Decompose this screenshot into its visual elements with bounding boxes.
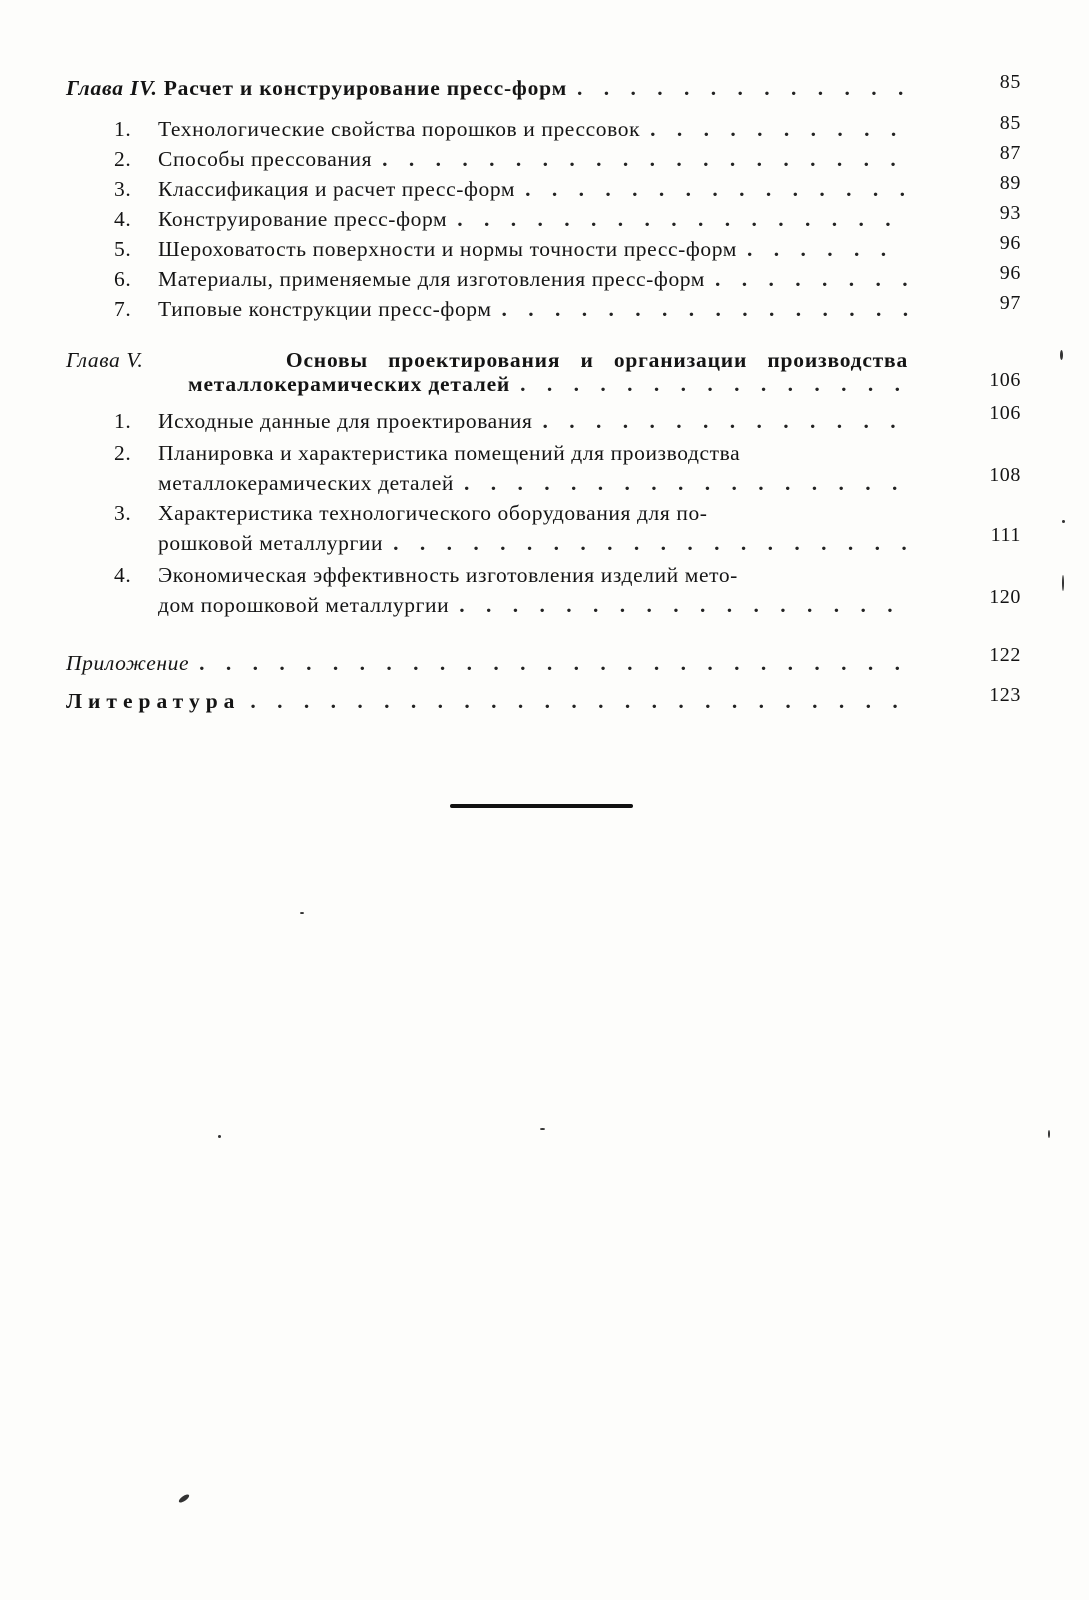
item-number: 1. [114,409,132,433]
end-rule [450,804,633,808]
item-title-line-1: Экономическая эффективность изготовления изделий мето- [158,563,738,587]
literature-title: Литература [66,689,241,713]
chapter-5-item [66,438,1021,498]
item-title-line-2: дом порошковой металлургии [158,593,450,617]
chapter-5-title-line-2: металлокерамических деталей [188,372,511,396]
item-title-line-1: Планировка и характеристика помещений для производства [158,441,741,465]
scan-speck [1048,1130,1050,1138]
leader-dots [525,174,908,204]
item-page: 87 [999,142,1021,164]
chapter-4-item [66,174,1021,204]
leader-dots [650,114,908,144]
item-page: 89 [999,172,1021,194]
item-page: 108 [989,464,1021,486]
literature-entry [66,686,1021,716]
leader-dots [520,369,908,399]
item-number: 6. [114,267,132,291]
literature-page: 123 [989,684,1021,706]
appendix-page: 122 [989,644,1021,666]
item-title-line-2: рошковой металлургии [158,531,384,555]
leader-dots [382,144,908,174]
item-number: 7. [114,297,132,321]
chapter-4-heading [66,73,1021,103]
chapter-4-item [66,234,1021,264]
item-title: Исходные данные для проектирования [158,409,533,433]
leader-dots [457,204,908,234]
item-title-line-1: Характеристика технологического оборудования для по- [158,501,708,525]
chapter-4-title: Расчет и конструирование пресс-форм [163,76,568,100]
leader-dots [543,406,908,436]
item-number: 3. [114,177,132,201]
leader-dots [250,686,908,716]
item-title: Шероховатость поверхности и нормы точности пресс-форм [158,237,737,261]
item-number: 5. [114,237,132,261]
scan-speck [1062,575,1064,591]
chapter-5-page: 106 [989,369,1021,391]
chapter-4-label: Глава IV. [66,76,158,100]
item-number: 4. [114,207,132,231]
chapter-5-item [66,498,1021,558]
leader-dots [715,264,908,294]
scan-speck [300,912,304,914]
chapter-5-item [66,560,1021,620]
item-page: 96 [999,232,1021,254]
leader-dots [393,528,908,558]
leader-dots [199,648,908,678]
item-page: 96 [999,262,1021,284]
item-page: 111 [990,524,1021,546]
chapter-5-title-line-1: Основы проектирования и организации производства [285,348,908,372]
item-number: 1. [114,117,132,141]
chapter-4-item [66,204,1021,234]
item-page: 85 [999,112,1021,134]
chapter-5-heading [66,345,1021,399]
scan-speck [1062,520,1065,523]
leader-dots [502,294,908,324]
chapter-4-item [66,264,1021,294]
item-title: Способы прессования [158,147,373,171]
item-page: 106 [989,402,1021,424]
leader-dots [747,234,908,264]
chapter-4-page: 85 [999,71,1021,93]
item-number: 3. [114,501,132,525]
chapter-5-item [66,402,1021,436]
chapter-4-item [66,144,1021,174]
item-page: 93 [999,202,1021,224]
scan-speck [218,1135,221,1138]
item-page: 120 [989,586,1021,608]
item-number: 4. [114,563,132,587]
item-title: Конструирование пресс-форм [158,207,448,231]
chapter-5-label: Глава V. [66,348,144,372]
item-number: 2. [114,441,132,465]
item-title: Классификация и расчет пресс-форм [158,177,516,201]
scan-speck [1060,350,1063,360]
scan-speck [178,1493,191,1504]
chapter-4-item [66,294,1021,324]
appendix-title: Приложение [66,651,190,675]
leader-dots [577,73,908,103]
item-number: 2. [114,147,132,171]
item-page: 97 [999,292,1021,314]
scan-speck [540,1128,545,1130]
item-title: Технологические свойства порошков и прессовок [158,117,641,141]
leader-dots [464,468,908,498]
chapter-4-item [66,114,1021,144]
appendix-entry [66,644,1021,678]
item-title: Материалы, применяемые для изготовления пресс-форм [158,267,706,291]
item-title: Типовые конструкции пресс-форм [158,297,492,321]
item-title-line-2: металлокерамических деталей [158,471,454,495]
leader-dots [459,590,908,620]
